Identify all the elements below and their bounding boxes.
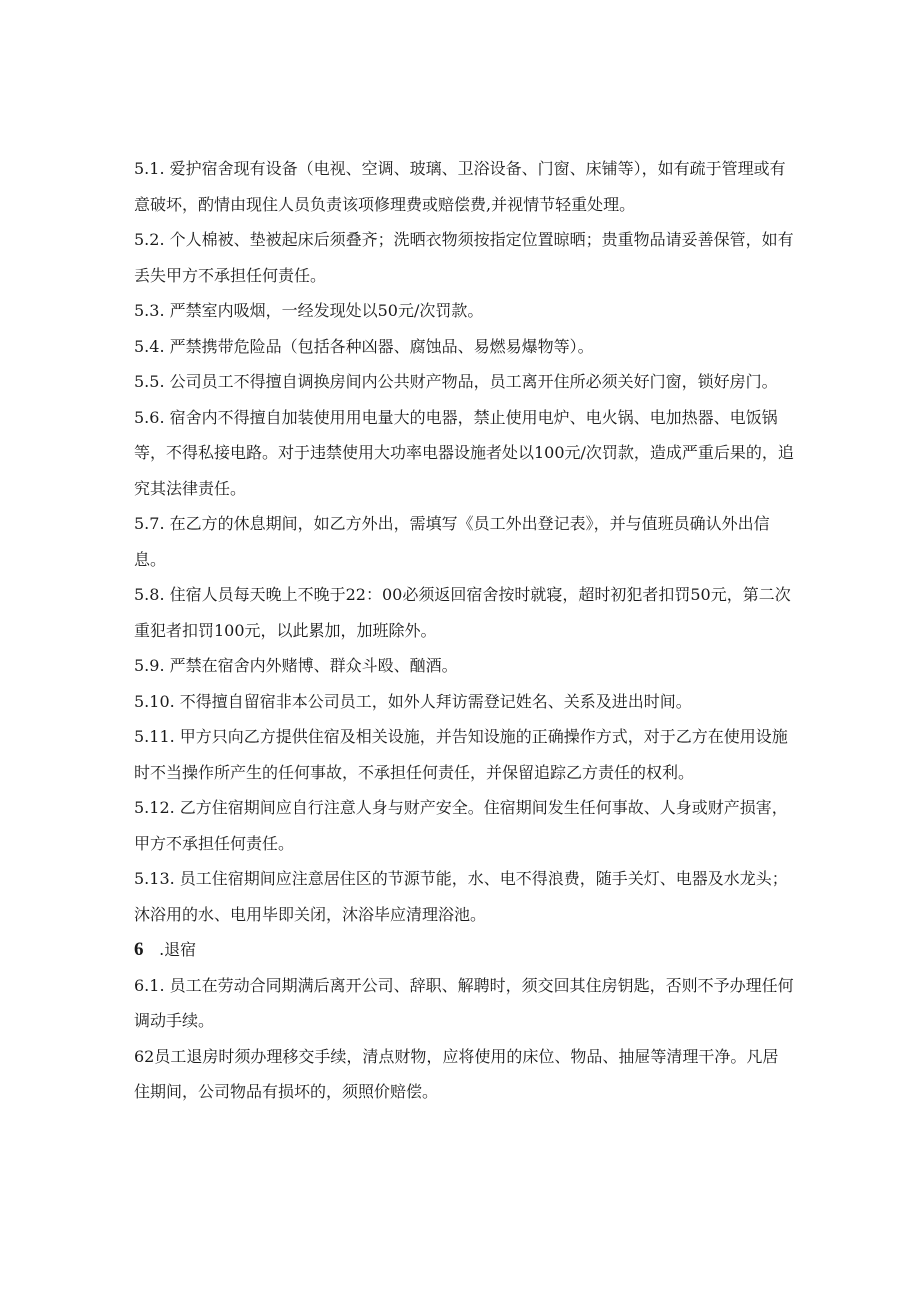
clause-5-13: 5.13. 员工住宿期间应注意居住区的节源节能，水、电不得浪费，随手关灯、电器及水龙头；沐浴用的水、电用毕即关闭，沐浴毕应清理浴池。 (134, 869, 788, 924)
clause-5-10: 5.10. 不得擅自留宿非本公司员工，如外人拜访需登记姓名、关系及进出时间。 (134, 691, 692, 711)
clause-5-12: 5.12. 乙方住宿期间应自行注意人身与财产安全。住宿期间发生任何事故、人身或财产损害，甲方不承担任何责任。 (134, 798, 788, 853)
section-heading-checkout (134, 932, 794, 968)
clause-5-5: 5.5. 公司员工不得擅自调换房间内公共财产物品，员工离开住所必须关好门窗，锁好房门。 (134, 372, 778, 391)
clause-5-6: 5.6. 宿舍内不得擅自加装使用用电量大的电器，禁止使用电炉、电火锅、电加热器、电饭锅等，不得私接电路。对于违禁使用大功率电器设施者处以100元/次罚款，造成严重后果的，追究其法律责任。 (134, 407, 794, 498)
clause-6-1: 6.1. 员工在劳动合同期满后离开公司、辞职、解聘时，须交回其住房钥匙，否则不予办理任何调动手续。 (134, 975, 794, 1030)
section-number: 6 (134, 939, 144, 960)
document-page (134, 151, 794, 1110)
clause-5-7: 5.7. 在乙方的休息期间，如乙方外出，需填写《员工外出登记表》，并与值班员确认外出信息。 (134, 514, 770, 569)
clause-5-2: 5.2. 个人棉被、垫被起床后须叠齐；洗晒衣物须按指定位置晾晒；贵重物品请妥善保管，如有丢失甲方不承担任何责任。 (134, 230, 794, 285)
clause-5-4: 5.4. 严禁携带危险品（包括各种凶器、腐蚀品、易燃易爆物等）。 (134, 336, 594, 356)
section-title: .退宿 (154, 940, 197, 959)
clause-5-9: 5.9. 严禁在宿舍内外赌博、群众斗殴、酗酒。 (134, 656, 458, 675)
clause-5-1: 5.1. 爱护宿舍现有设备（电视、空调、玻璃、卫浴设备、门窗、床铺等），如有疏于管理或有意破坏，酌情由现住人员负责该项修理费或赔偿费,并视情节轻重处理。 (134, 159, 786, 214)
clause-6-2: 62员工退房时须办理移交手续，清点财物，应将使用的床位、物品、抽屉等清理干净。凡居住期间，公司物品有损坏的，须照价赔偿。 (134, 1046, 779, 1101)
clause-5-11: 5.11. 甲方只向乙方提供住宿及相关设施，并告知设施的正确操作方式，对于乙方在使用设施时不当操作所产生的任何事故，不承担任何责任，并保留追踪乙方责任的权利。 (134, 727, 788, 782)
clause-5-3: 5.3. 严禁室内吸烟，一经发现处以50元/次罚款。 (134, 301, 484, 320)
clause-5-8: 5.8. 住宿人员每天晚上不晚于22：00必须返回宿舍按时就寝，超时初犯者扣罚50元，第二次重犯者扣罚100元，以此累加，加班除外。 (134, 585, 791, 640)
